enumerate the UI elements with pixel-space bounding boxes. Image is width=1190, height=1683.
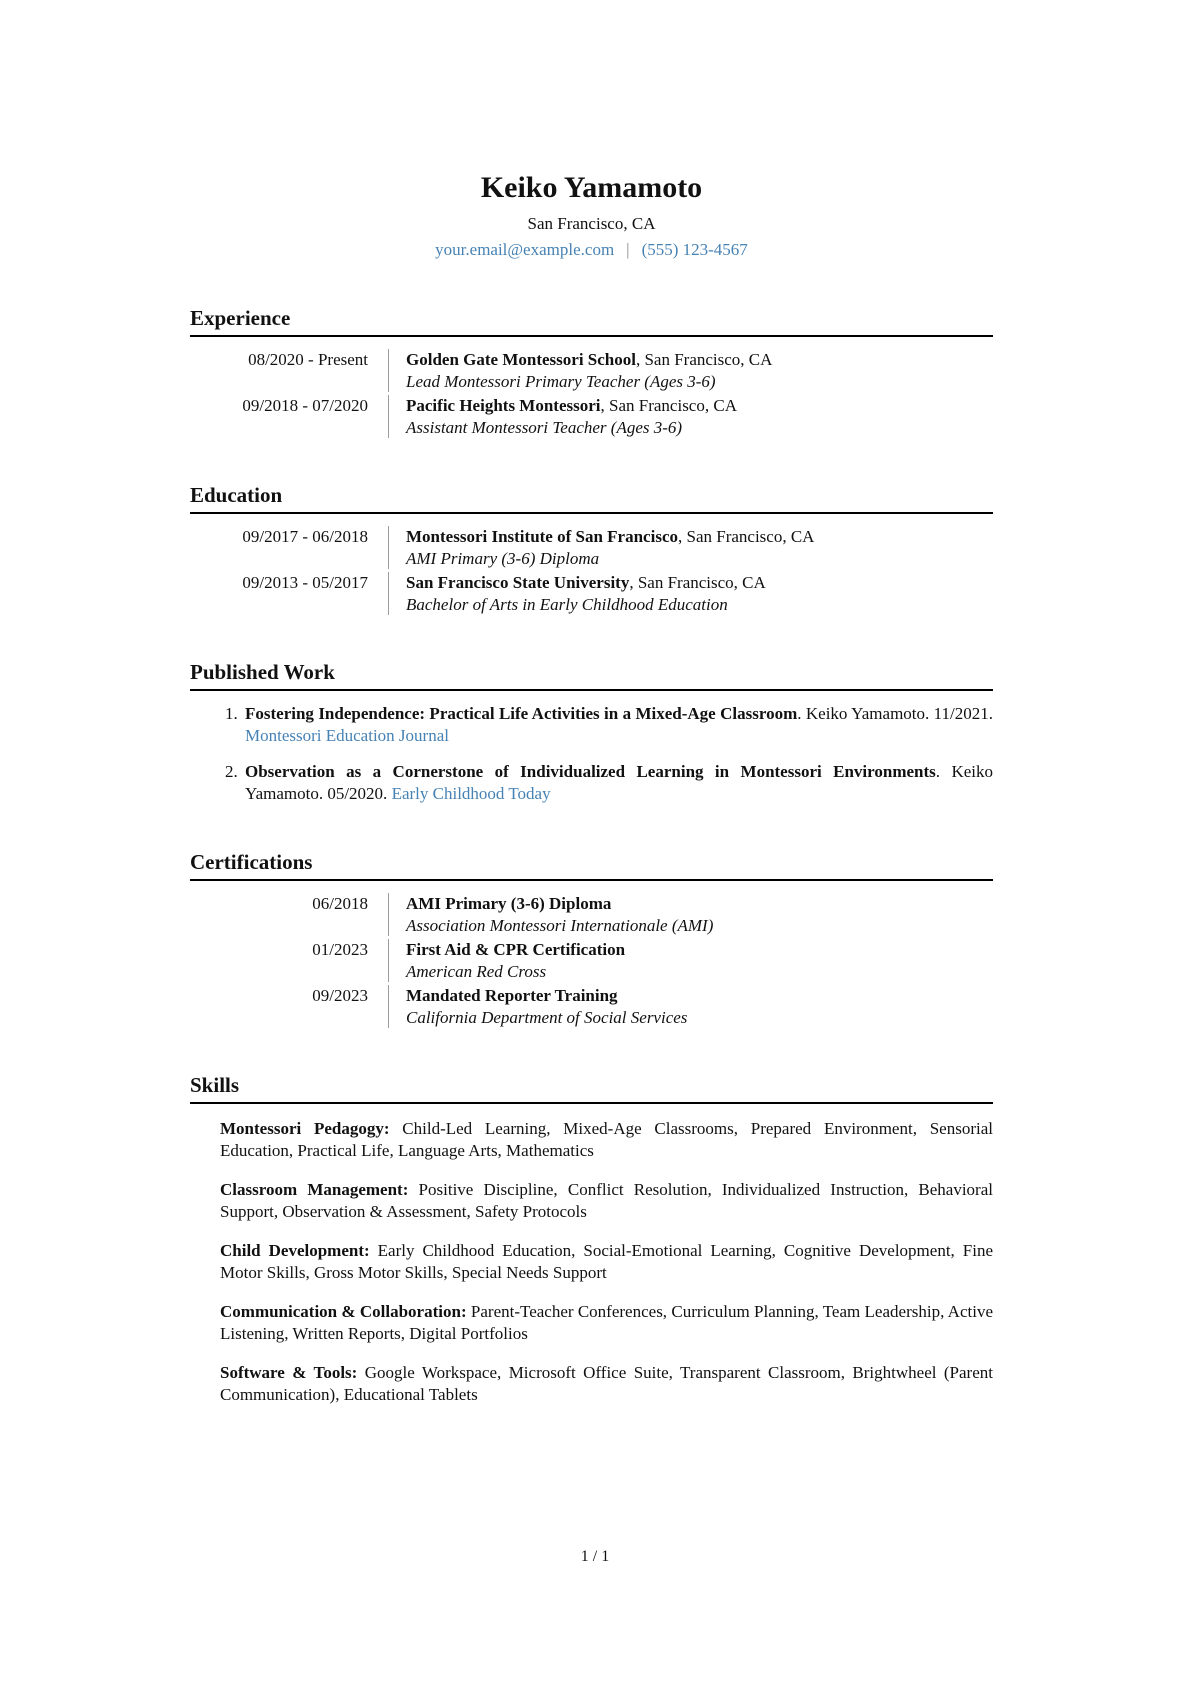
publication-item — [190, 761, 993, 805]
section-rule — [190, 879, 993, 881]
experience-entry — [190, 395, 993, 438]
skill-group-label: Communication & Collaboration: — [220, 1302, 467, 1321]
certification-entry — [190, 985, 993, 1028]
section-title-experience: Experience — [190, 306, 291, 330]
entry-date: 08/2020 - Present — [248, 350, 368, 369]
certification-name: AMI Primary (3-6) Diploma — [406, 894, 612, 913]
entry-role: Lead Montessori Primary Teacher (Ages 3-6) — [406, 371, 716, 391]
entry-org-line — [406, 572, 766, 594]
experience-entries — [190, 349, 993, 438]
entry-date: 09/2013 - 05/2017 — [242, 573, 368, 592]
skill-group-items: Early Childhood Education, Social-Emotional Learning, Cognitive Development, Fine Motor Skills, Gross Motor Skills, Special Needs Support — [220, 1241, 993, 1282]
skills-groups — [190, 1118, 993, 1406]
entry-org: San Francisco State University — [406, 573, 630, 592]
section-experience — [190, 305, 993, 438]
section-published-work — [190, 659, 993, 805]
skill-group — [190, 1240, 993, 1284]
entry-org-location: , San Francisco, CA — [600, 396, 737, 415]
publication-text — [245, 703, 993, 747]
section-certifications — [190, 849, 993, 1028]
email-link[interactable]: your.email@example.com — [435, 240, 615, 259]
publication-item — [190, 703, 993, 747]
publication-journal-link[interactable]: Montessori Education Journal — [245, 726, 449, 745]
resume-header — [190, 170, 993, 261]
certification-name: First Aid & CPR Certification — [406, 940, 626, 959]
publication-list — [190, 703, 993, 805]
skill-group — [190, 1179, 993, 1223]
entry-org-line — [406, 395, 737, 417]
certification-entry — [190, 893, 993, 936]
entry-date: 09/2017 - 06/2018 — [242, 527, 368, 546]
entry-org: Montessori Institute of San Francisco — [406, 527, 678, 546]
skill-group — [190, 1301, 993, 1345]
certification-name: Mandated Reporter Training — [406, 986, 618, 1005]
entry-degree: AMI Primary (3-6) Diploma — [406, 548, 600, 568]
entry-degree: Bachelor of Arts in Early Childhood Education — [406, 594, 728, 614]
certification-entries — [190, 893, 993, 1028]
entry-details — [388, 939, 625, 982]
skill-group — [190, 1362, 993, 1406]
entry-details — [388, 395, 737, 438]
skill-group-items: Child-Led Learning, Mixed-Age Classrooms, Prepared Environment, Sensorial Education, Practical Life, Language Arts, Mathematics — [220, 1119, 993, 1160]
skill-group-items: Positive Discipline, Conflict Resolution, Individualized Instruction, Behavioral Support, Observation & Assessment, Safety Protocols — [220, 1180, 993, 1221]
section-skills — [190, 1072, 993, 1406]
entry-details — [388, 893, 713, 936]
entry-date: 09/2018 - 07/2020 — [242, 396, 368, 415]
certification-entry — [190, 939, 993, 982]
publication-meta: . Keiko Yamamoto. 11/2021. — [797, 704, 994, 723]
entry-date: 06/2018 — [312, 894, 368, 913]
publication-title: Fostering Independence: Practical Life Activities in a Mixed-Age Classroom — [245, 704, 798, 723]
skill-group-label: Child Development: — [220, 1241, 370, 1260]
section-rule — [190, 1102, 993, 1104]
entry-details — [388, 526, 814, 569]
skill-group-items: Google Workspace, Microsoft Office Suite, Transparent Classroom, Brightwheel (Parent Communication), Educational Tablets — [220, 1363, 993, 1404]
section-title-education: Education — [190, 483, 283, 507]
entry-date: 01/2023 — [312, 940, 368, 959]
education-entry — [190, 572, 993, 615]
skill-group-label: Montessori Pedagogy: — [220, 1119, 390, 1138]
publication-number: 2. — [225, 762, 238, 781]
skill-group-label: Classroom Management: — [220, 1180, 409, 1199]
entry-date: 09/2023 — [312, 986, 368, 1005]
entry-details — [388, 349, 772, 392]
section-title-skills: Skills — [190, 1073, 240, 1097]
entry-org: Pacific Heights Montessori — [406, 396, 601, 415]
skill-group-label: Software & Tools: — [220, 1363, 358, 1382]
entry-role: Assistant Montessori Teacher (Ages 3-6) — [406, 417, 683, 437]
certification-issuer: Association Montessori Internationale (AMI) — [406, 915, 714, 935]
contact-line — [190, 239, 993, 261]
page-number: 1 / 1 — [580, 1548, 610, 1565]
entry-org-line — [406, 349, 772, 371]
section-rule — [190, 689, 993, 691]
contact-separator: | — [626, 240, 630, 259]
certification-issuer: California Department of Social Services — [406, 1007, 688, 1027]
section-rule — [190, 512, 993, 514]
person-name: Keiko Yamamoto — [480, 171, 703, 204]
entry-org-line — [406, 526, 814, 548]
education-entries — [190, 526, 993, 615]
person-location: San Francisco, CA — [527, 214, 656, 233]
publication-text — [245, 761, 993, 805]
entry-org-location: , San Francisco, CA — [677, 527, 815, 546]
section-rule — [190, 335, 993, 337]
entry-org-location: , San Francisco, CA — [629, 573, 766, 592]
section-title-published-work: Published Work — [190, 660, 335, 684]
certification-issuer: American Red Cross — [406, 961, 547, 981]
phone-link[interactable]: (555) 123-4567 — [641, 240, 748, 259]
publication-title: Observation as a Cornerstone of Individualized Learning in Montessori Environments — [245, 762, 936, 781]
entry-org-location: , San Francisco, CA — [635, 350, 773, 369]
skill-group-items: Parent-Teacher Conferences, Curriculum Planning, Team Leadership, Active Listening, Written Reports, Digital Portfolios — [220, 1302, 993, 1343]
entry-details — [388, 985, 687, 1028]
section-education — [190, 482, 993, 615]
experience-entry — [190, 349, 993, 392]
section-title-certifications: Certifications — [190, 850, 313, 874]
entry-org: Golden Gate Montessori School — [406, 350, 636, 369]
skill-group — [190, 1118, 993, 1162]
publication-number: 1. — [225, 704, 238, 723]
education-entry — [190, 526, 993, 569]
entry-details — [388, 572, 766, 615]
publication-meta: . Keiko Yamamoto. 05/2020. — [245, 762, 993, 803]
publication-journal-link[interactable]: Early Childhood Today — [391, 784, 551, 803]
